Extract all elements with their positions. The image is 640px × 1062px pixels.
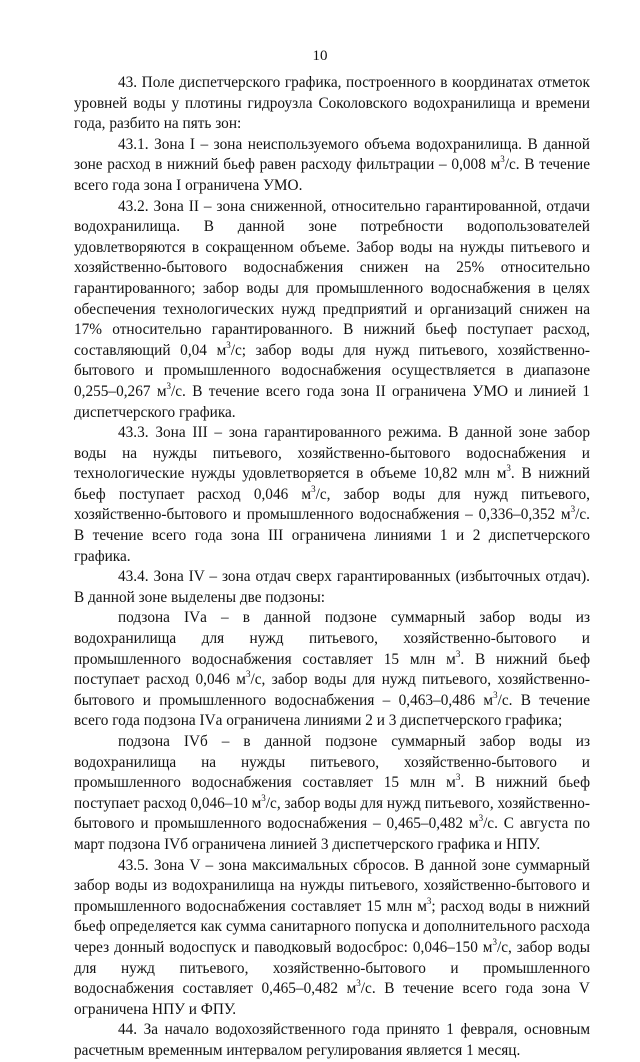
paragraph-text: 43.1. Зона I – зона неиспользуемого объема водохранилища. В данной зоне расход в нижний бьеф равен расходу фильтрации – 0,008 м bbox=[74, 135, 590, 174]
document-body bbox=[74, 73, 590, 1062]
paragraph-text: /с. В течение всего года подзона IVа ограничена линиями 2 и 3 диспетчерского графика; bbox=[74, 691, 590, 730]
superscript: 3 bbox=[261, 792, 266, 803]
paragraph-text: /с. С августа по март подзона IVб ограничена линией 3 диспетчерского графика и НПУ. bbox=[74, 815, 590, 853]
paragraph-text: 43.5. Зона V – зона максимальных сбросов. В данной зоне суммарный забор воды из водохранилища на нужды питьевого, хозяйственно-бытового и промышленного водоснабжения составляет 15 млн м bbox=[74, 856, 590, 915]
superscript: 3 bbox=[311, 483, 316, 494]
paragraph-text: подзона IVб – в данной подзоне суммарный забор воды из водохранилища на нужды питьевого, хозяйственно-бытового и промышленного водоснабжения составляет 15 млн м bbox=[74, 733, 590, 792]
superscript: 3 bbox=[492, 936, 497, 947]
paragraph-p44 bbox=[74, 1020, 590, 1061]
page-number: 10 bbox=[312, 48, 328, 64]
paragraph-text: 44. За начало водохозяйственного года принято 1 февраля, основным расчетным временным интервалом регулирования является 1 месяц. bbox=[74, 1021, 590, 1059]
paragraph-p43-4 bbox=[74, 567, 590, 608]
superscript: 3 bbox=[500, 154, 505, 165]
superscript: 3 bbox=[426, 895, 432, 906]
paragraph-text: /с, забор воды для нужд питьевого, хозяйственно-бытового и промышленного водоснабжения составляет 0,465–0,482 м bbox=[74, 938, 590, 998]
paragraph-p43 bbox=[74, 73, 590, 135]
paragraph-p-ivb bbox=[74, 732, 590, 856]
paragraph-p43-3 bbox=[74, 423, 590, 567]
paragraph-text: ; расход воды в нижний бьеф определяется как сумма санитарного попуска и дополнительного расхода через донный водоспуск и паводковый водосброс: 0,046–150 м bbox=[74, 897, 590, 956]
superscript: 3 bbox=[455, 648, 461, 659]
paragraph-text: /с. В течение всего года зона I ограничена УМО. bbox=[74, 156, 590, 194]
superscript: 3 bbox=[493, 689, 498, 700]
paragraph-text: 43. Поле диспетчерского графика, построенного в координатах отметок уровней воды у плотины гидроузла Соколовского водохранилища и времени года, разбито на пять зон: bbox=[74, 74, 590, 133]
paragraph-p-iva bbox=[74, 608, 590, 732]
paragraph-text: . В нижний бьеф поступает расход 0,046–10 м bbox=[74, 774, 590, 812]
paragraph-text: подзона IVа – в данной подзоне суммарный забор воды из водохранилища для нужд питьевого, хозяйственно-бытового и промышленного водоснабжения составляет 15 млн м bbox=[74, 609, 590, 668]
paragraph-text: 43.2. Зона II – зона сниженной, относительно гарантированной, отдачи водохранилища. В данной зоне потребности водопользователей удовлетворяются в сокращенном объеме. Забор воды на нужды питьевого и хозяйственно-бытового водоснабжения снижен на 25% относительно гарантированного; забор воды для промышленного водоснабжения в целях обеспечения технологических нужд предприятий и организаций снижен на 17% относительно гарантированного. В нижний бьеф поступает расход, составляющий 0,04 м bbox=[74, 197, 590, 359]
superscript: 3 bbox=[506, 463, 511, 474]
superscript: 3 bbox=[570, 504, 576, 515]
paragraph-text: 43.4. Зона IV – зона отдач сверх гарантированных (избыточных отдач). В данной зоне выделены две подзоны: bbox=[74, 568, 590, 606]
paragraph-text: /с. В течение всего года зона III ограничена линиями 1 и 2 диспетчерского графика. bbox=[74, 506, 590, 565]
superscript: 3 bbox=[478, 813, 484, 824]
superscript: 3 bbox=[455, 772, 461, 783]
superscript: 3 bbox=[246, 669, 251, 680]
paragraph-text: /с. В течение всего года зона II ограничена УМО и линией 1 диспетчерского графика. bbox=[74, 382, 590, 421]
paragraph-text: . В нижний бьеф поступает расход 0,046 м bbox=[74, 650, 590, 689]
superscript: 3 bbox=[356, 978, 361, 989]
paragraph-text: 43.3. Зона III – зона гарантированного режима. В данной зоне забор воды на нужды питьевого, хозяйственно-бытового водоснабжения и технологические нужды удовлетворяется в объеме 10,82 млн м bbox=[74, 424, 590, 483]
paragraph-text: /с. В течение всего года зона V ограничена НПУ и ФПУ. bbox=[74, 980, 590, 1018]
paragraph-text: /с, забор воды для нужд питьевого, хозяйственно-бытового и промышленного водоснабжения – 0,336–0,352 м bbox=[74, 485, 590, 524]
paragraph-p43-2 bbox=[74, 197, 590, 424]
superscript: 3 bbox=[226, 339, 231, 350]
superscript: 3 bbox=[166, 380, 171, 391]
paragraph-p43-1 bbox=[74, 135, 590, 197]
paragraph-text: /с; забор воды для нужд питьевого, хозяйственно-бытового и промышленного водоснабжения осуществляется в диапазоне 0,255–0,267 м bbox=[74, 341, 590, 400]
paragraph-text: /с, забор воды для нужд питьевого, хозяйственно-бытового и промышленного водоснабжения – 0,463–0,486 м bbox=[74, 671, 590, 709]
paragraph-text: . В нижний бьеф поступает расход 0,046 м bbox=[74, 465, 590, 503]
paragraph-p43-5 bbox=[74, 856, 590, 1021]
paragraph-text: /с, забор воды для нужд питьевого, хозяйственно-бытового и промышленного водоснабжения – 0,465–0,482 м bbox=[74, 794, 590, 833]
